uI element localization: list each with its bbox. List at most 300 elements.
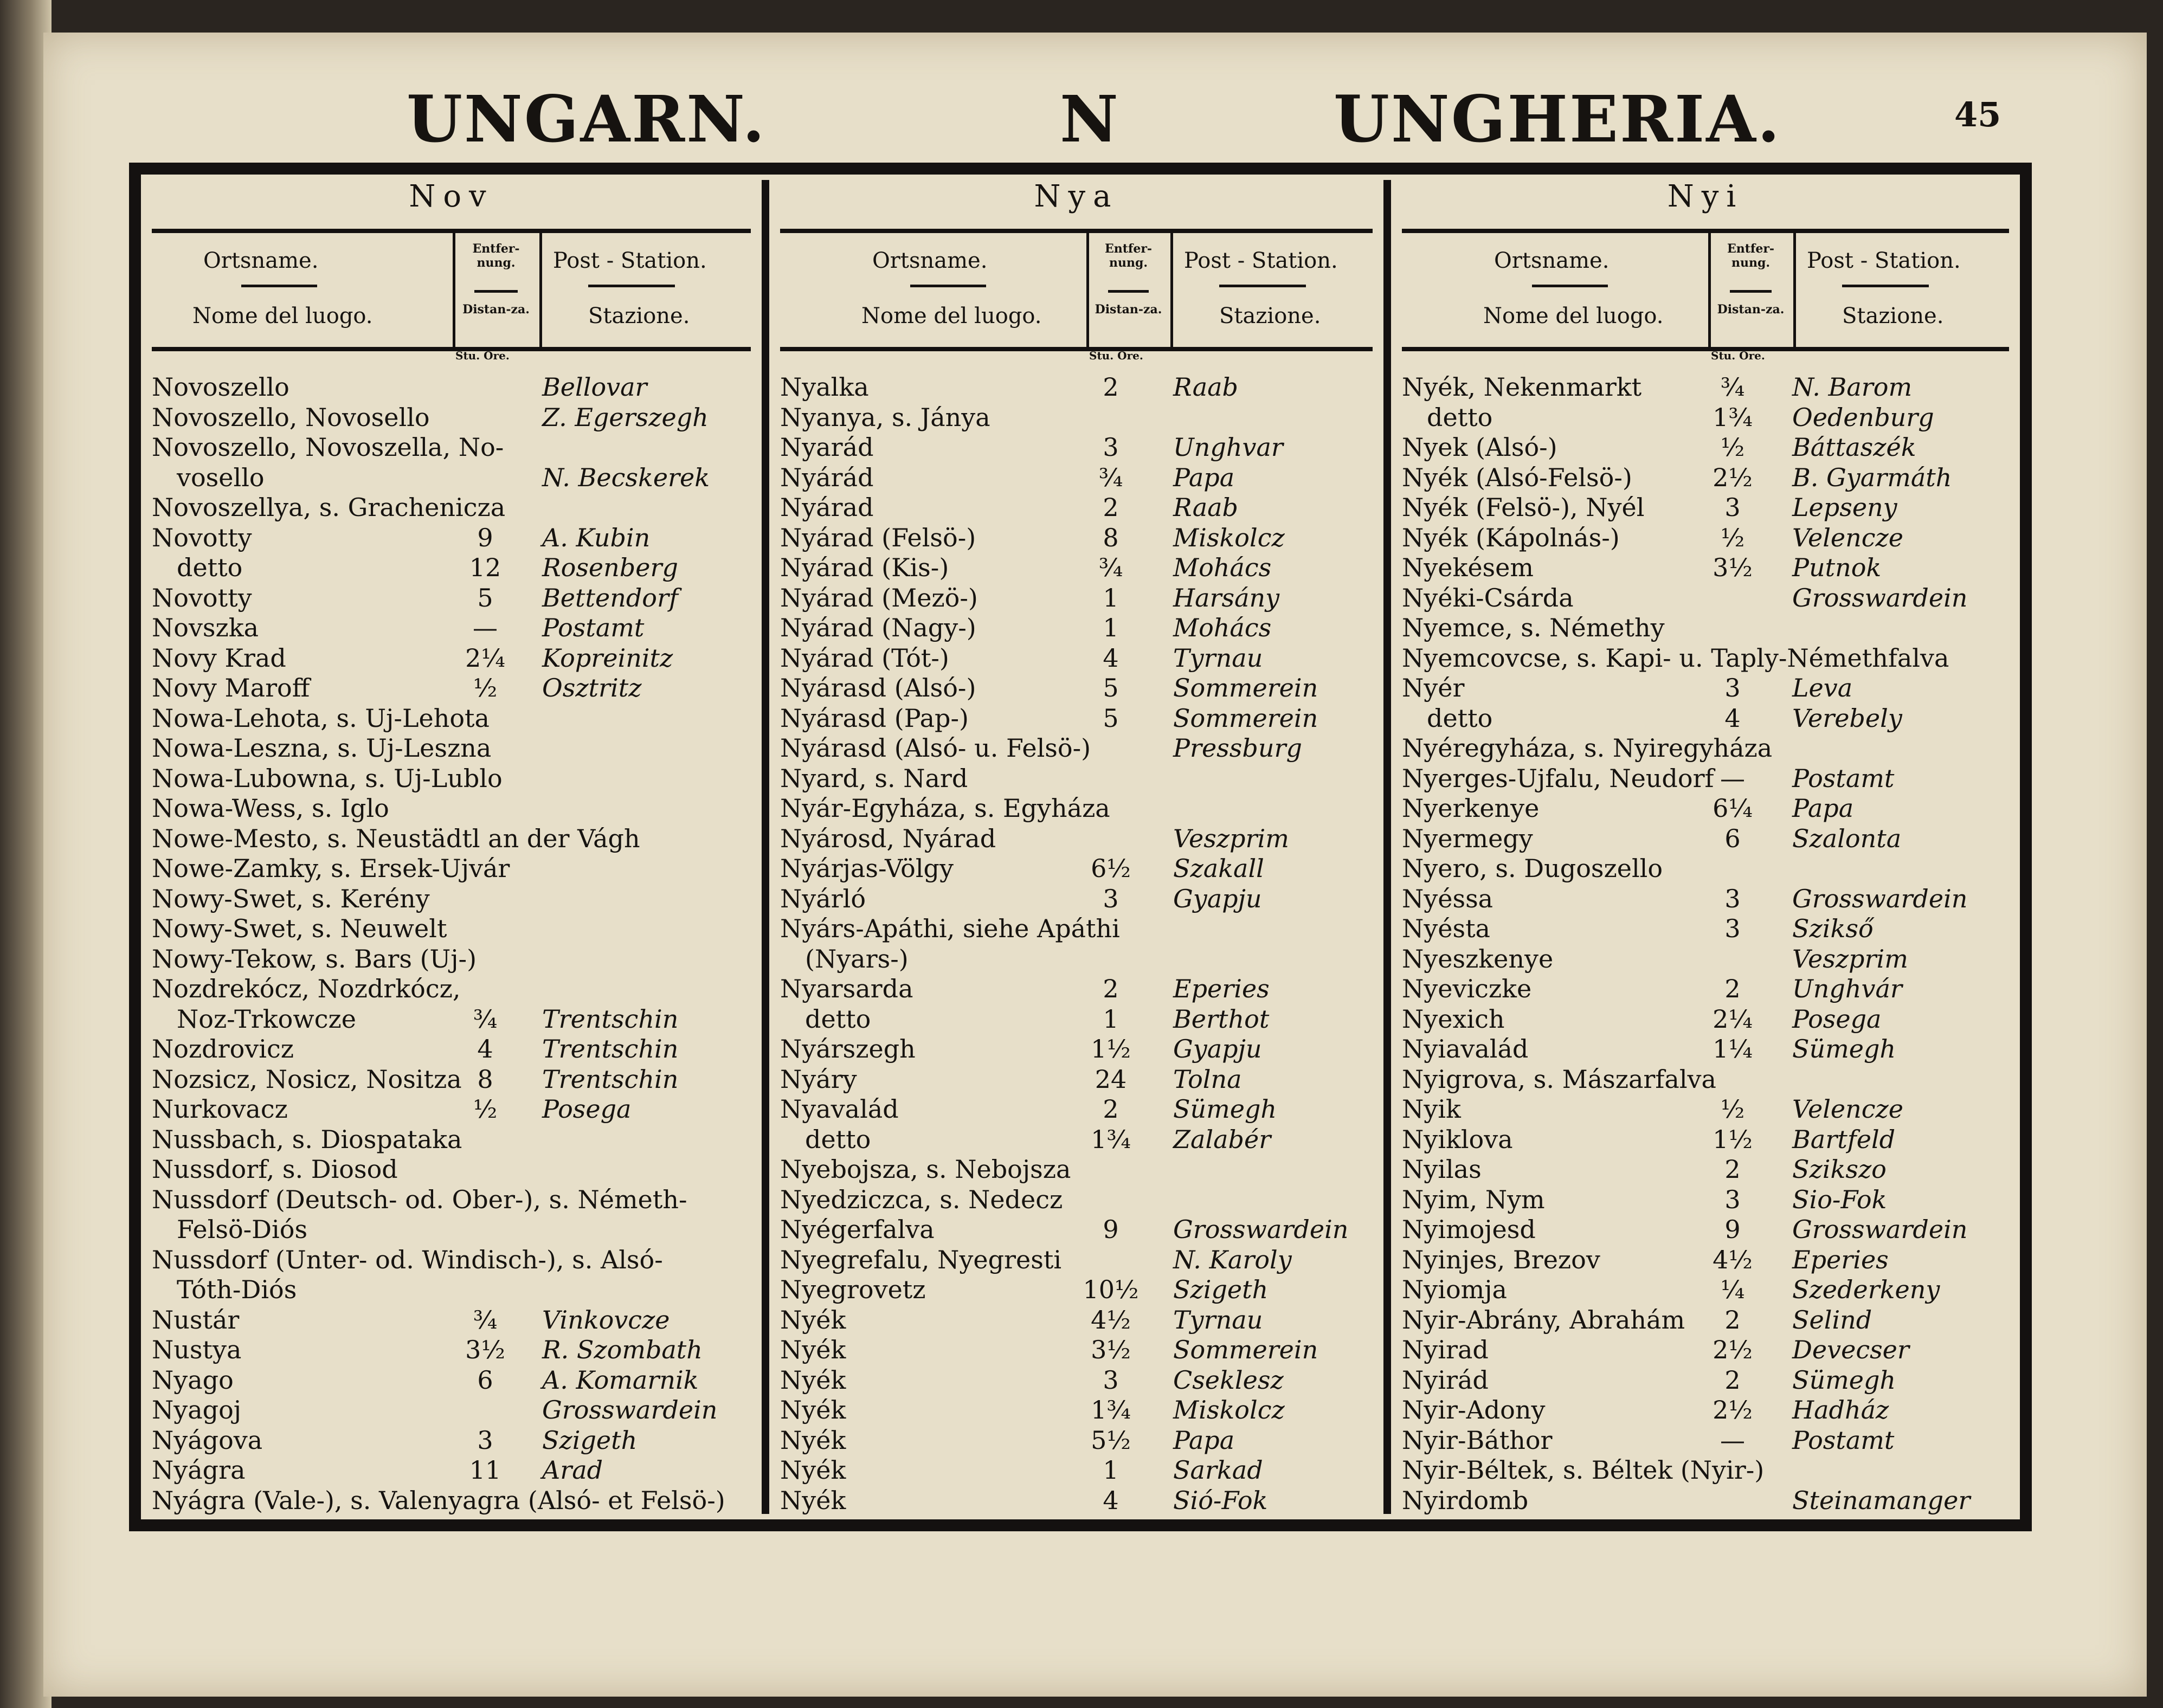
table-row [780,1365,1378,1396]
post-station: Sümegh [1792,1365,1896,1395]
post-station: Zalabér [1173,1124,1271,1154]
distance: 3½ [1091,1335,1131,1364]
header-left-title: UNGARN. [407,81,767,157]
place-name: Nyárló [780,884,866,913]
place-name: Nyárasd (Pap-) [780,703,969,733]
header-ortsname: Ortsname. [872,248,988,273]
page-number: 45 [1954,95,2001,134]
post-station: Mohács [1173,553,1272,582]
distance: 4½ [1713,1245,1753,1274]
place-name: Novotty [152,523,252,552]
post-station: Grosswardein [1173,1215,1349,1244]
place-name: Nyir-Abrány, Abrahám [1402,1305,1685,1335]
post-station: Lepseny [1792,493,1897,522]
distance: 1 [1103,583,1119,613]
post-station: Posega [542,1094,632,1124]
column-nov [141,175,762,1519]
place-name: Nyágra [152,1455,246,1485]
distance: ¾ [1098,553,1123,582]
post-station: Vinkovcze [542,1305,670,1335]
table-row [1402,372,2014,403]
header-rule [588,285,675,287]
distance: 2¼ [465,643,505,673]
place-name: Nozsicz, Nosicz, Nositza [152,1064,462,1094]
post-station: Trentschin [542,1034,679,1064]
header-stu-ore: Stu. Ore. [1711,349,1765,362]
place-name: Novy Maroff [152,673,310,702]
place-name: Novszka [152,613,259,642]
distance: 2¼ [1713,1004,1753,1034]
table-row [780,1125,1378,1155]
place-name: Nyilas [1402,1155,1482,1184]
distance: 11 [469,1455,501,1485]
distance: 3 [1724,493,1741,522]
distance: 2 [1103,372,1119,402]
distance: 1¾ [1091,1395,1131,1425]
post-station: Gyapju [1173,884,1262,913]
header-rule [474,290,518,293]
distance: ¾ [473,1004,498,1034]
post-station: Postamt [1792,1425,1895,1455]
post-station: N. Karoly [1173,1245,1292,1274]
table-row [780,403,1378,433]
table-row [152,794,756,824]
header-rule [1532,285,1608,287]
table-row [1402,824,2014,854]
place-name: Nyék [780,1395,846,1425]
post-station: Szakall [1173,854,1264,883]
table-row [1402,974,2014,1004]
place-name: Nussbach, s. Diospataka [152,1124,462,1154]
header-stazione: Stazione. [588,304,690,328]
table-row [1402,1155,2014,1185]
table-row [780,1215,1378,1245]
table-row [780,824,1378,854]
place-name: Nowa-Leszna, s. Uj-Leszna [152,733,492,763]
distance: 4 [1103,643,1119,673]
table-row [780,1305,1378,1336]
place-name: Nozdrovicz [152,1034,294,1064]
place-name: Nyárad (Mezö-) [780,583,978,613]
post-station: Raab [1173,372,1238,402]
table-row [1402,914,2014,944]
table-row [152,1335,756,1365]
header-nome: Nome del luogo. [192,304,373,328]
table-row [152,1245,756,1275]
distance: ¼ [1720,1275,1745,1304]
post-station: Szederkeny [1792,1275,1940,1304]
table-row [1402,854,2014,884]
table-row [1402,553,2014,583]
place-name: Nyegrovetz [780,1275,926,1304]
distance: 2 [1103,493,1119,522]
place-name: Nowe-Zamky, s. Ersek-Ujvár [152,854,510,883]
table-row [1402,1004,2014,1035]
header-distanza: Distan-za. [1095,302,1162,317]
post-station: Unghvar [1173,433,1283,462]
table-row [152,884,756,914]
table-row [780,1395,1378,1426]
place-name: Nyárosd, Nyárad [780,823,996,853]
post-station: Sommerein [1173,703,1318,733]
post-station: Sümegh [1173,1094,1277,1124]
distance: 3 [1103,884,1119,913]
table-row [1402,1426,2014,1456]
distance: 1 [1103,1455,1119,1485]
distance: 5 [1103,703,1119,733]
place-name: Nyalka [780,372,869,402]
distance: 3 [1724,673,1741,702]
place-name: Nyárszegh [780,1034,916,1064]
post-station: Szigeth [542,1425,638,1455]
post-station: Velencze [1792,523,1904,552]
post-station: Sarkad [1173,1455,1263,1485]
place-name: Nowy-Tekow, s. Bars (Uj-) [152,944,477,974]
header-ortsname: Ortsname. [203,248,319,273]
table-row [780,1034,1378,1065]
post-station: Postamt [1792,763,1895,793]
place-name: Nyék [780,1305,846,1335]
place-name: detto [805,1124,871,1154]
table-row [152,1185,756,1215]
table-row [152,854,756,884]
distance: 9 [477,523,493,552]
place-name: Nyir-Báthor [1402,1425,1553,1455]
post-station: Tyrnau [1173,643,1263,673]
place-name: Nyero, s. Dugoszello [1402,854,1663,883]
place-name: Nyirad [1402,1335,1489,1364]
post-station: A. Kubin [542,523,651,552]
header-distanza: Distan-za. [462,302,530,317]
table-row [780,613,1378,643]
place-name: Nyerkenye [1402,794,1540,823]
header-divider [1086,233,1089,347]
place-name: Nyebojsza, s. Nebojsza [780,1155,1071,1184]
post-station: Eperies [1173,974,1270,1003]
table-row [152,1155,756,1185]
place-name: Nyago [152,1365,234,1395]
distance: 12 [469,553,501,582]
table-row [1402,1275,2014,1305]
table-row [152,1094,756,1125]
header-entfernung: Entfer-nung. [472,242,520,270]
place-name: Nyárasd (Alsó- u. Felsö-) [780,733,1091,763]
place-name: Nyék (Felsö-), Nyél [1402,493,1645,522]
distance: 5 [477,583,493,613]
table-row [780,854,1378,884]
table-row [152,1305,756,1336]
place-name: Nyarsarda [780,974,913,1003]
distance: 2½ [1713,1395,1753,1425]
place-name: Nussdorf, s. Diosod [152,1155,398,1184]
post-station: Papa [1173,1425,1235,1455]
post-station: Putnok [1792,553,1882,582]
place-name: Nyiklova [1402,1124,1513,1154]
distance: 3½ [465,1335,505,1364]
table-row [152,673,756,704]
table-row [780,974,1378,1004]
table-row [152,523,756,553]
header-letter: N [1060,81,1118,157]
table-row [1402,1065,2014,1095]
distance: 2 [1724,1155,1741,1184]
place-name: Nyirád [1402,1365,1489,1395]
distance: ½ [1720,433,1745,462]
table-row [780,523,1378,553]
distance: ¾ [473,1305,498,1335]
place-name: Nyemce, s. Némethy [1402,613,1665,642]
place-name: Nyerges-Ujfalu, Neudorf [1402,763,1714,793]
table-row [1402,1305,2014,1336]
post-station: Sio-Fok [1792,1184,1887,1214]
distance: 2 [1724,974,1741,1003]
table-row [152,1004,756,1035]
distance: 2 [1103,1094,1119,1124]
place-name: Nurkovacz [152,1094,288,1124]
place-name: Nyárad (Nagy-) [780,613,976,642]
place-name: Nussdorf (Deutsch- od. Ober-), s. Németh- [152,1184,687,1214]
post-station: Szalonta [1792,823,1902,853]
entries-list [1402,372,2014,1516]
distance: 10½ [1083,1275,1139,1304]
place-name: detto [1427,402,1493,432]
table-row [780,1245,1378,1275]
distance: 4 [1103,1485,1119,1515]
distance: 6 [1724,823,1741,853]
table-row [1402,704,2014,734]
table-row [152,1125,756,1155]
table-row [780,643,1378,674]
table-row [152,493,756,523]
table-row [780,1155,1378,1185]
place-name: Nyéregyháza, s. Nyiregyháza [1402,733,1773,763]
place-name: Nyedziczca, s. Nedecz [780,1184,1063,1214]
post-station: N. Becskerek [542,462,710,492]
distance: 2 [1724,1365,1741,1395]
place-name: Nyárád [780,462,874,492]
post-station: N. Barom [1792,372,1913,402]
post-station: Tolna [1173,1064,1242,1094]
table-row [1402,673,2014,704]
header-divider [453,233,455,347]
header-stu-ore: Stu. Ore. [1089,349,1143,362]
place-name: Nozdrekócz, Nozdrkócz, [152,974,461,1003]
column-nya [769,175,1383,1519]
place-name: Nyéssa [1402,884,1494,913]
header-rule [1730,290,1772,293]
table-row [1402,463,2014,493]
header-divider [539,233,542,347]
header-post-station: Post - Station. [1184,248,1338,273]
place-name: Nyésta [1402,914,1490,943]
place-name: (Nyars-) [805,944,909,974]
place-name: Nyeviczke [1402,974,1532,1003]
post-station: Unghvár [1792,974,1902,1003]
table-row [152,824,756,854]
column-divider [762,180,769,1514]
post-station: Szikső [1792,914,1874,943]
post-station: Tyrnau [1173,1305,1263,1335]
column-header-box [780,229,1373,351]
header-rule [1219,285,1306,287]
table-row [1402,1094,2014,1125]
distance: 3 [1724,1184,1741,1214]
post-station: Trentschin [542,1004,679,1034]
post-station: Pressburg [1173,733,1302,763]
column-divider [1383,180,1391,1514]
post-station: Osztritz [542,673,642,702]
place-name: Nowy-Swet, s. Neuwelt [152,914,447,943]
header-entfernung: Entfer-nung. [1727,242,1775,270]
post-station: Grosswardein [542,1395,718,1425]
post-station: Sommerein [1173,673,1318,702]
table-row [1402,733,2014,764]
distance: 8 [477,1064,493,1094]
post-station: Postamt [542,613,645,642]
place-name: Nowa-Wess, s. Iglo [152,794,389,823]
place-name: vosello [177,462,265,492]
place-name: Nyexich [1402,1004,1505,1034]
header-ortsname: Ortsname. [1494,248,1610,273]
post-station: Szigeth [1173,1275,1269,1304]
place-name: Nyegrefalu, Nyegresti [780,1245,1062,1274]
distance: 3 [477,1425,493,1455]
table-row [152,643,756,674]
place-name: Novotty [152,583,252,613]
distance: 3½ [1713,553,1753,582]
distance: ½ [473,1094,498,1124]
table-row [152,914,756,944]
table-row [1402,794,2014,824]
post-station: Sió-Fok [1173,1485,1268,1515]
table-row [152,583,756,614]
table-row [780,1426,1378,1456]
header-divider [1708,233,1711,347]
place-name: Nyekésem [1402,553,1534,582]
post-station: Bartfeld [1792,1124,1896,1154]
post-station: Bettendorf [542,583,679,613]
post-station: Z. Egerszegh [542,402,709,432]
post-station: A. Komarnik [542,1365,699,1395]
header-stazione: Stazione. [1219,304,1321,328]
table-row [152,1455,756,1486]
post-station: Oedenburg [1792,402,1934,432]
distance: 1½ [1091,1034,1131,1064]
place-name: Nyágova [152,1425,263,1455]
table-row [152,733,756,764]
header-rule [1842,285,1929,287]
distance: 6¼ [1713,794,1753,823]
place-name: Nyárad (Tót-) [780,643,949,673]
place-name: Nyék, Nekenmarkt [1402,372,1642,402]
table-row [152,553,756,583]
post-station: Selind [1792,1305,1872,1335]
post-station: Posega [1792,1004,1882,1034]
header-rule [910,285,986,287]
place-name: Nyir-Béltek, s. Béltek (Nyir-) [1402,1455,1765,1485]
table-row [152,463,756,493]
place-name: Nyirdomb [1402,1485,1529,1515]
table-row [1402,1365,2014,1396]
post-station: Miskolcz [1173,523,1285,552]
header-rule [241,285,317,287]
header-nome: Nome del luogo. [1483,304,1664,328]
post-station: Papa [1173,462,1235,492]
table-row [780,463,1378,493]
table-row [152,1365,756,1396]
post-station: Miskolcz [1173,1395,1285,1425]
distance: 6 [477,1365,493,1395]
distance: 1 [1103,613,1119,642]
post-station: Báttaszék [1792,433,1916,462]
place-name: Nowa-Lubowna, s. Uj-Lublo [152,763,503,793]
table-row [1402,1215,2014,1245]
place-name: Nyék (Kápolnás-) [1402,523,1620,552]
table-row [152,1486,756,1516]
table-row [780,1065,1378,1095]
post-station: Bellovar [542,372,647,402]
place-name: Noz-Trkowcze [177,1004,356,1034]
table-row [1402,613,2014,643]
table-row [1402,1455,2014,1486]
post-station: Papa [1792,794,1854,823]
place-name: Novoszello [152,372,289,402]
table-frame [129,163,2032,1531]
place-name: Felsö-Diós [177,1215,308,1244]
distance: 4 [1724,703,1741,733]
table-row [152,403,756,433]
place-name: Nyár-Egyháza, s. Egyháza [780,794,1110,823]
table-row [780,372,1378,403]
post-station: Eperies [1792,1245,1889,1274]
post-station: Devecser [1792,1335,1909,1364]
table-row [152,433,756,463]
distance: — [1720,1425,1745,1455]
table-row [152,1426,756,1456]
place-name: Nyék (Alsó-Felsö-) [1402,462,1632,492]
place-name: Nyéki-Csárda [1402,583,1574,613]
place-name: Nyárad (Felsö-) [780,523,976,552]
table-row [1402,1335,2014,1365]
table-row [152,974,756,1004]
table-row [152,1215,756,1245]
distance: 9 [1103,1215,1119,1244]
header-right-title: UNGHERIA. [1334,81,1781,157]
post-station: R. Szombath [542,1335,703,1364]
table-row [1402,643,2014,674]
distance: — [1720,763,1745,793]
place-name: Nyigrova, s. Mászarfalva [1402,1064,1716,1094]
table-row [780,704,1378,734]
distance: 1½ [1713,1124,1753,1154]
place-name: Nyim, Nym [1402,1184,1545,1214]
place-name: Nyek (Alsó-) [1402,433,1557,462]
post-station: Kopreinitz [542,643,673,673]
distance: 4½ [1091,1305,1131,1335]
place-name: Nyemcovcse, s. Kapi- u. Taply-Némethfalva [1402,643,1949,673]
place-name: Nyék [780,1455,846,1485]
place-name: Nyiomja [1402,1275,1507,1304]
table-row [152,944,756,975]
distance: 5 [1103,673,1119,702]
place-name: Nyárad [780,493,874,522]
table-row [780,1486,1378,1516]
place-name: Nyimojesd [1402,1215,1536,1244]
distance: 1¼ [1713,1034,1753,1064]
post-station: Arad [542,1455,603,1485]
header-nome: Nome del luogo. [861,304,1042,328]
table-row [1402,1395,2014,1426]
